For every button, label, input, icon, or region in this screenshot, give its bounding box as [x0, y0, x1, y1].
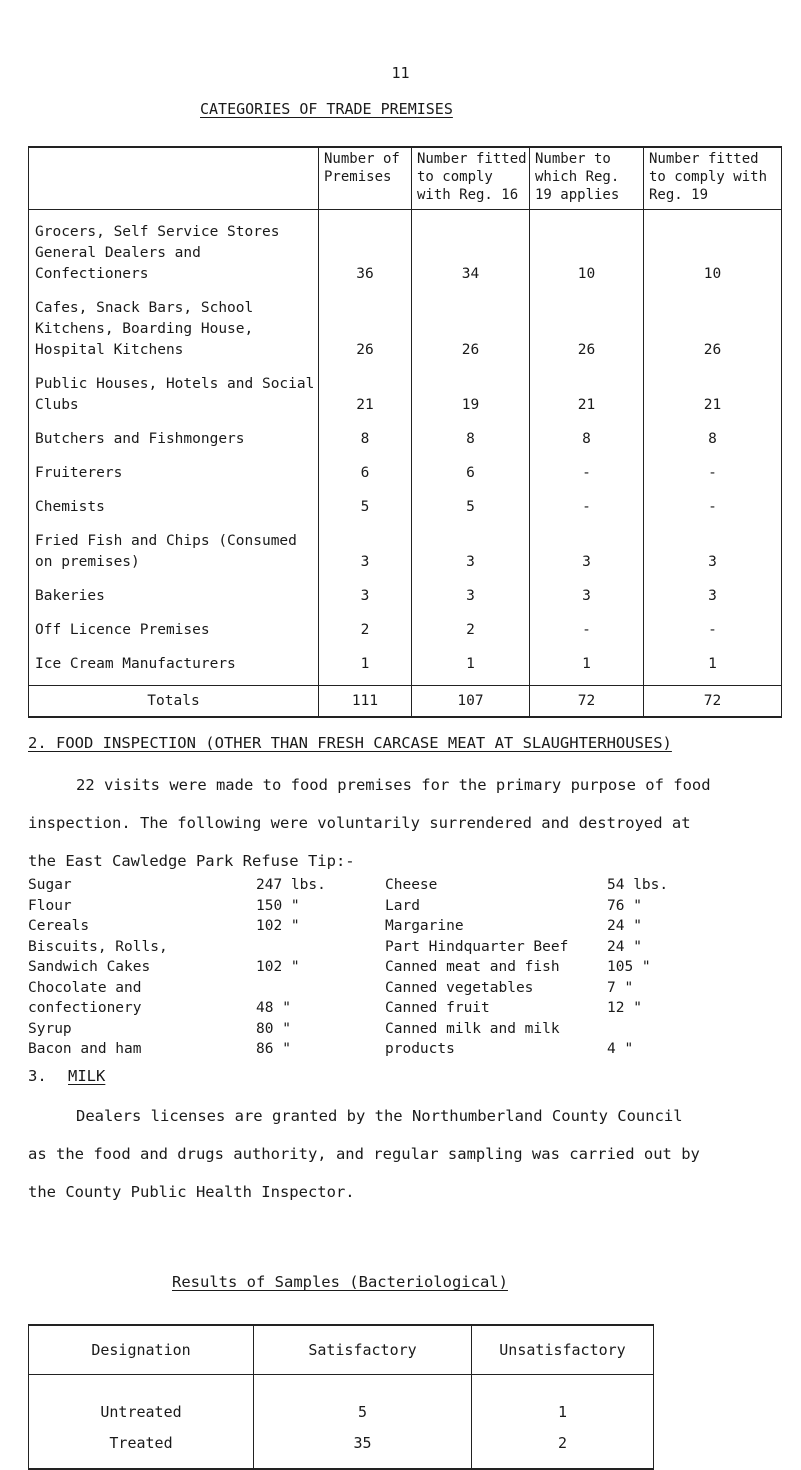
section3-heading: [28, 1067, 105, 1085]
surrendered-item: [28, 1019, 348, 1040]
trade-table-header: [29, 147, 782, 210]
premises-cell: 5: [319, 484, 412, 518]
surrendered-item: [28, 1039, 348, 1060]
milk-unsatisfactory: 1: [472, 1375, 654, 1425]
category-cell: Grocers, Self Service Stores General Dealers and Confectioners: [29, 210, 319, 286]
milk-designation: Untreated: [29, 1375, 254, 1425]
section2-line3: the East Cawledge Park Refuse Tip:-: [28, 852, 355, 870]
surrendered-item: [385, 937, 740, 958]
trade-table-row: [29, 484, 782, 518]
header-designation: Designation: [29, 1325, 254, 1375]
food-item-name: Biscuits, Rolls,: [28, 938, 168, 955]
food-item-name: Margarine: [385, 918, 464, 934]
header-reg19-fitted: Number fitted to comply with Reg. 19: [644, 147, 782, 210]
header-satisfactory: Satisfactory: [254, 1325, 472, 1375]
milk-satisfactory: 5: [254, 1375, 472, 1425]
reg19-applies-cell: 26: [530, 285, 644, 361]
section3-line2: as the food and drugs authority, and regular sampling was carried out by: [28, 1145, 700, 1163]
trade-table-row: [29, 210, 782, 286]
page-number: 11: [391, 64, 410, 82]
section2-line1: 22 visits were made to food premises for the primary purpose of food: [76, 776, 711, 794]
food-item-name: Sandwich Cakes: [28, 959, 151, 975]
trade-table-row: [29, 450, 782, 484]
milk-satisfactory: 35: [254, 1424, 472, 1469]
surrendered-item: [385, 978, 740, 999]
reg16-cell: 34: [412, 210, 530, 286]
reg19-applies-cell: -: [530, 484, 644, 518]
reg19-fitted-cell: 10: [644, 210, 782, 286]
food-item-quantity: 7 ": [607, 979, 634, 996]
premises-cell: 3: [319, 573, 412, 607]
reg19-applies-cell: -: [530, 607, 644, 641]
reg16-cell: 26: [412, 285, 530, 361]
category-cell: Chemists: [29, 484, 319, 518]
category-cell: Ice Cream Manufacturers: [29, 641, 319, 686]
surrendered-item: [385, 896, 740, 917]
section3-heading-number: 3.: [28, 1067, 47, 1085]
reg19-fitted-cell: -: [644, 607, 782, 641]
food-item-name: confectionery: [28, 1000, 142, 1016]
section2-heading-text: 2. FOOD INSPECTION (OTHER THAN FRESH CARCASE MEAT AT SLAUGHTERHOUSES): [28, 734, 672, 752]
food-item-name: Canned milk and milk: [385, 1020, 560, 1037]
food-item-name: Sugar: [28, 877, 72, 893]
milk-results-table: [28, 1324, 654, 1470]
surrendered-item: [385, 875, 740, 896]
food-item-name: Cheese: [385, 877, 438, 893]
header-reg19-applies: Number to which Reg. 19 applies: [530, 147, 644, 210]
food-item-quantity: 86 ": [256, 1041, 291, 1057]
section3-heading-text: MILK: [68, 1067, 106, 1085]
surrendered-item: [28, 875, 348, 896]
food-item-name: Canned vegetables: [385, 979, 534, 996]
food-item-quantity: 24 ": [607, 938, 642, 955]
reg16-cell: 3: [412, 573, 530, 607]
food-item-name: Syrup: [28, 1020, 72, 1037]
food-item-quantity: 54 lbs.: [607, 877, 669, 893]
reg19-applies-cell: 3: [530, 518, 644, 573]
reg19-fitted-cell: 3: [644, 518, 782, 573]
reg16-cell: 8: [412, 416, 530, 450]
reg19-fitted-cell: 21: [644, 361, 782, 416]
food-item-quantity: 105 ": [607, 959, 651, 975]
section3-line3: the County Public Health Inspector.: [28, 1183, 355, 1201]
header-unsatisfactory: Unsatisfactory: [472, 1325, 654, 1375]
surrendered-item: [28, 916, 348, 937]
totals-label: Totals: [29, 686, 319, 718]
reg19-fitted-cell: -: [644, 484, 782, 518]
trade-table-row: [29, 518, 782, 573]
trade-table-row: [29, 361, 782, 416]
category-cell: Fruiterers: [29, 450, 319, 484]
milk-unsatisfactory: 2: [472, 1424, 654, 1469]
header-category: [29, 147, 319, 210]
trade-table-row: [29, 607, 782, 641]
section2-heading: [28, 734, 672, 752]
reg16-cell: 6: [412, 450, 530, 484]
food-item-name: Bacon and ham: [28, 1041, 142, 1057]
category-cell: Public Houses, Hotels and Social Clubs: [29, 361, 319, 416]
food-item-quantity: 48 ": [256, 1000, 291, 1016]
reg19-fitted-cell: 26: [644, 285, 782, 361]
trade-premises-table: [28, 146, 782, 718]
reg16-cell: 1: [412, 641, 530, 686]
food-item-name: Part Hindquarter Beef: [385, 938, 569, 955]
trade-table-row: [29, 416, 782, 450]
reg19-applies-cell: 21: [530, 361, 644, 416]
reg16-cell: 2: [412, 607, 530, 641]
food-item-name: Lard: [385, 897, 420, 914]
food-item-name: products: [385, 1041, 455, 1057]
food-item-name: Flour: [28, 897, 72, 914]
surrendered-item: [28, 998, 348, 1019]
food-item-name: Canned fruit: [385, 1000, 490, 1016]
premises-cell: 3: [319, 518, 412, 573]
milk-table-header: [29, 1325, 654, 1375]
section2-line2: inspection. The following were voluntarily surrendered and destroyed at: [28, 814, 691, 832]
reg19-applies-cell: -: [530, 450, 644, 484]
category-cell: Cafes, Snack Bars, School Kitchens, Boarding House, Hospital Kitchens: [29, 285, 319, 361]
surrendered-item: [385, 916, 740, 937]
totals-reg16: 107: [412, 686, 530, 718]
section2-paragraph: [28, 766, 748, 880]
premises-cell: 6: [319, 450, 412, 484]
results-title: Results of Samples (Bacteriological): [172, 1273, 508, 1291]
surrendered-item: [385, 1039, 740, 1060]
food-item-quantity: 76 ": [607, 897, 642, 914]
header-reg16: Number fitted to comply with Reg. 16: [412, 147, 530, 210]
premises-cell: 2: [319, 607, 412, 641]
reg19-fitted-cell: 1: [644, 641, 782, 686]
totals-premises: 111: [319, 686, 412, 718]
reg16-cell: 5: [412, 484, 530, 518]
trade-table-row: [29, 641, 782, 686]
premises-cell: 8: [319, 416, 412, 450]
surrendered-item: [385, 1019, 740, 1040]
page-title: CATEGORIES OF TRADE PREMISES: [200, 100, 453, 118]
surrendered-item: [28, 957, 348, 978]
totals-reg19-fitted: 72: [644, 686, 782, 718]
section3-line1: Dealers licenses are granted by the Northumberland County Council: [76, 1107, 683, 1125]
food-item-quantity: 247 lbs.: [256, 877, 326, 893]
surrendered-item: [385, 957, 740, 978]
milk-row-treated: [29, 1424, 654, 1469]
totals-row: [29, 686, 782, 718]
category-cell: Bakeries: [29, 573, 319, 607]
food-item-quantity: 4 ": [607, 1041, 634, 1057]
reg19-applies-cell: 10: [530, 210, 644, 286]
milk-row-untreated: [29, 1375, 654, 1425]
premises-cell: 1: [319, 641, 412, 686]
reg16-cell: 3: [412, 518, 530, 573]
category-cell: Butchers and Fishmongers: [29, 416, 319, 450]
category-cell: Off Licence Premises: [29, 607, 319, 641]
reg19-applies-cell: 1: [530, 641, 644, 686]
premises-cell: 36: [319, 210, 412, 286]
food-item-name: Chocolate and: [28, 979, 142, 996]
food-item-quantity: 24 ": [607, 918, 642, 934]
reg16-cell: 19: [412, 361, 530, 416]
food-item-quantity: 12 ": [607, 1000, 642, 1016]
food-item-quantity: 150 ": [256, 897, 300, 914]
food-item-name: Canned meat and fish: [385, 959, 560, 975]
reg19-fitted-cell: 8: [644, 416, 782, 450]
milk-designation: Treated: [29, 1424, 254, 1469]
food-item-quantity: 80 ": [256, 1020, 291, 1037]
header-premises: Number of Premises: [319, 147, 412, 210]
surrendered-item: [28, 978, 348, 999]
surrendered-item: [28, 937, 348, 958]
surrendered-item: [385, 998, 740, 1019]
food-item-name: Cereals: [28, 918, 90, 934]
surrendered-item: [28, 896, 348, 917]
trade-table-row: [29, 285, 782, 361]
section3-paragraph: [28, 1097, 748, 1211]
category-cell: Fried Fish and Chips (Consumed on premises): [29, 518, 319, 573]
reg19-fitted-cell: -: [644, 450, 782, 484]
totals-reg19-applies: 72: [530, 686, 644, 718]
food-item-quantity: 102 ": [256, 959, 300, 975]
surrendered-list-right: [385, 875, 740, 1060]
trade-table-row: [29, 573, 782, 607]
food-item-quantity: 102 ": [256, 918, 300, 934]
reg19-applies-cell: 3: [530, 573, 644, 607]
reg19-applies-cell: 8: [530, 416, 644, 450]
premises-cell: 26: [319, 285, 412, 361]
surrendered-list-left: [28, 875, 348, 1060]
reg19-fitted-cell: 3: [644, 573, 782, 607]
premises-cell: 21: [319, 361, 412, 416]
